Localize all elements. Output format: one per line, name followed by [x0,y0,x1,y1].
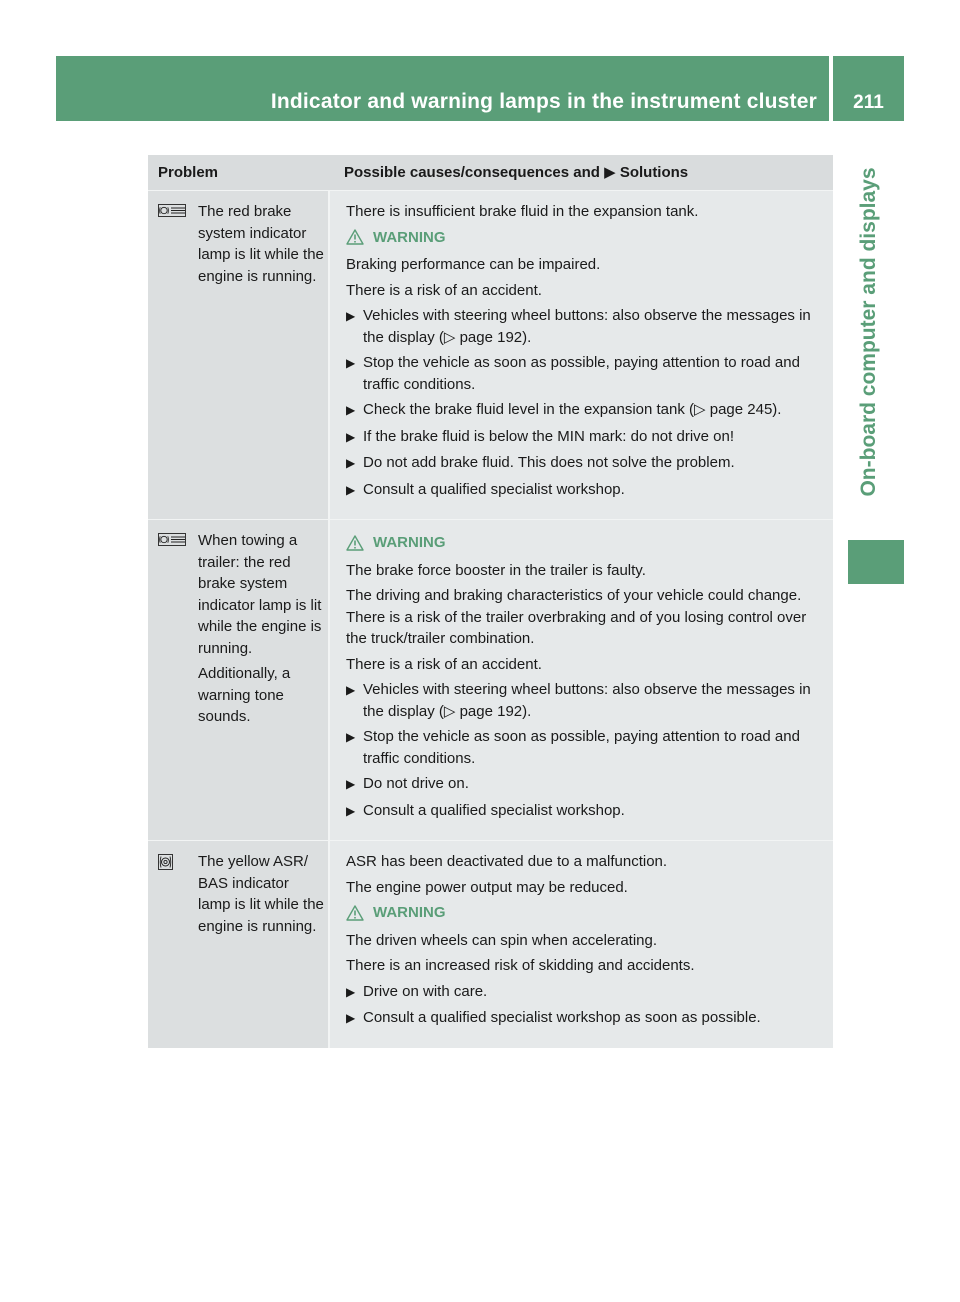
action-step [346,452,825,475]
warning-heading [346,902,825,924]
warning-triangle-icon [346,905,364,921]
action-step [346,726,825,769]
consequence-paragraph: Braking performance can be impaired. [346,256,601,273]
asr-bas-lamp-icon [158,854,198,869]
action-step-text: Do not add brake fluid. This does not solve the problem. [363,454,735,471]
cause-paragraph: The engine power output may be reduced. [346,878,628,896]
header-bar [56,56,829,121]
action-step-text: Consult a qualified specialist workshop. [363,801,625,819]
warning-label: WARNING [373,904,446,921]
action-step [346,981,825,1004]
action-step-text: Consult a qualified specialist workshop as soon as possible. [363,1009,761,1026]
chapter-marker [848,540,904,584]
solutions-cell [328,520,833,840]
consequence-paragraph: There is a risk of an accident. [346,655,542,673]
brake-lamp-icon [158,533,198,548]
action-arrow-icon: ▶ [346,730,356,744]
warning-triangle-icon [346,229,364,245]
warning-heading [346,227,825,249]
problem-text [198,201,324,505]
action-arrow-icon: ▶ [346,777,356,791]
table-row [148,519,833,840]
page-number: 211 [853,92,884,113]
chapter-label: On-board computer and displays [856,166,880,497]
action-step [346,352,825,395]
problem-paragraph: The yellow ASR/ BAS indicator lamp is lit while the engine is running. [198,853,324,935]
cause-paragraph: ASR has been deactivated due to a malfunction. [346,853,668,870]
problem-cell [148,841,328,1048]
table-header [148,155,833,190]
action-arrow-icon: ▶ [346,803,356,818]
action-arrow-icon: ▶ [346,356,356,370]
action-step-text: Stop the vehicle as soon as possible, paying attention to road and traffic conditions. [363,728,800,767]
cause-paragraph: There is insufficient brake fluid in the expansion tank. [346,203,699,220]
action-step [346,773,825,796]
warning-heading [346,532,825,554]
consequence-paragraph: There is an increased risk of skidding and accidents. [346,957,695,974]
action-step [346,399,825,422]
problem-cell [148,191,328,519]
consequence-paragraph: There is a risk of an accident. [346,281,542,299]
solutions-cell [328,191,833,519]
warning-label: WARNING [373,228,446,246]
consequence-paragraph: The driving and braking characteristics of your vehicle could change. There is a risk of the trailer overbraking and of you losing control over the truck/trailer combination. [346,587,807,647]
chapter-tab [833,127,904,536]
action-arrow-icon: ▶ [346,1011,356,1025]
action-arrow-icon: ▶ [346,429,356,444]
action-step [346,426,825,449]
action-step [346,679,825,722]
warning-label: WARNING [373,534,446,551]
action-step-text: Check the brake fluid level in the expansion tank (▷ page 245). [363,401,782,418]
action-step [346,1007,825,1030]
action-arrow-icon: ▶ [346,482,356,497]
action-step-text: Vehicles with steering wheel buttons: also observe the messages in the display (▷ page 192). [363,681,811,720]
consequence-paragraph: The driven wheels can spin when accelerating. [346,931,658,949]
problem-paragraph: When towing a trailer: the red brake system indicator lamp is lit while the engine is running. [198,532,322,657]
action-arrow-icon: ▶ [346,403,356,417]
problem-text [198,851,324,1034]
solutions-cell [328,841,833,1048]
page-number-box [833,56,904,121]
column-header-problem: Problem [158,163,219,181]
column-header-solutions: Possible causes/consequences and ▶ Solutions [344,163,689,181]
table-row [148,840,833,1048]
action-arrow-icon: ▶ [346,683,356,697]
action-step [346,305,825,348]
table-row [148,190,833,519]
page-title: Indicator and warning lamps in the instrument cluster [270,90,817,113]
brake-lamp-icon [158,204,198,219]
action-step-text: If the brake fluid is below the MIN mark: do not drive on! [363,427,735,445]
action-step-text: Drive on with care. [363,982,488,1000]
action-step-text: Vehicles with steering wheel buttons: also observe the messages in the display (▷ page 192). [363,307,811,346]
problem-paragraph: Additionally, a warning tone sounds. [198,665,291,725]
action-step-text: Consult a qualified specialist workshop. [363,480,625,498]
lamp-table [148,155,833,1048]
action-step [346,800,825,823]
consequence-paragraph: The brake force booster in the trailer is faulty. [346,561,646,579]
problem-text [198,530,324,826]
action-step-text: Stop the vehicle as soon as possible, paying attention to road and traffic conditions. [363,354,800,393]
problem-paragraph: The red brake system indicator lamp is lit while the engine is running. [198,203,324,285]
action-arrow-icon: ▶ [346,456,356,470]
action-arrow-icon: ▶ [346,309,356,323]
problem-cell [148,520,328,840]
action-step-text: Do not drive on. [363,775,469,792]
action-arrow-icon: ▶ [346,984,356,999]
action-step [346,479,825,502]
warning-triangle-icon [346,535,364,551]
